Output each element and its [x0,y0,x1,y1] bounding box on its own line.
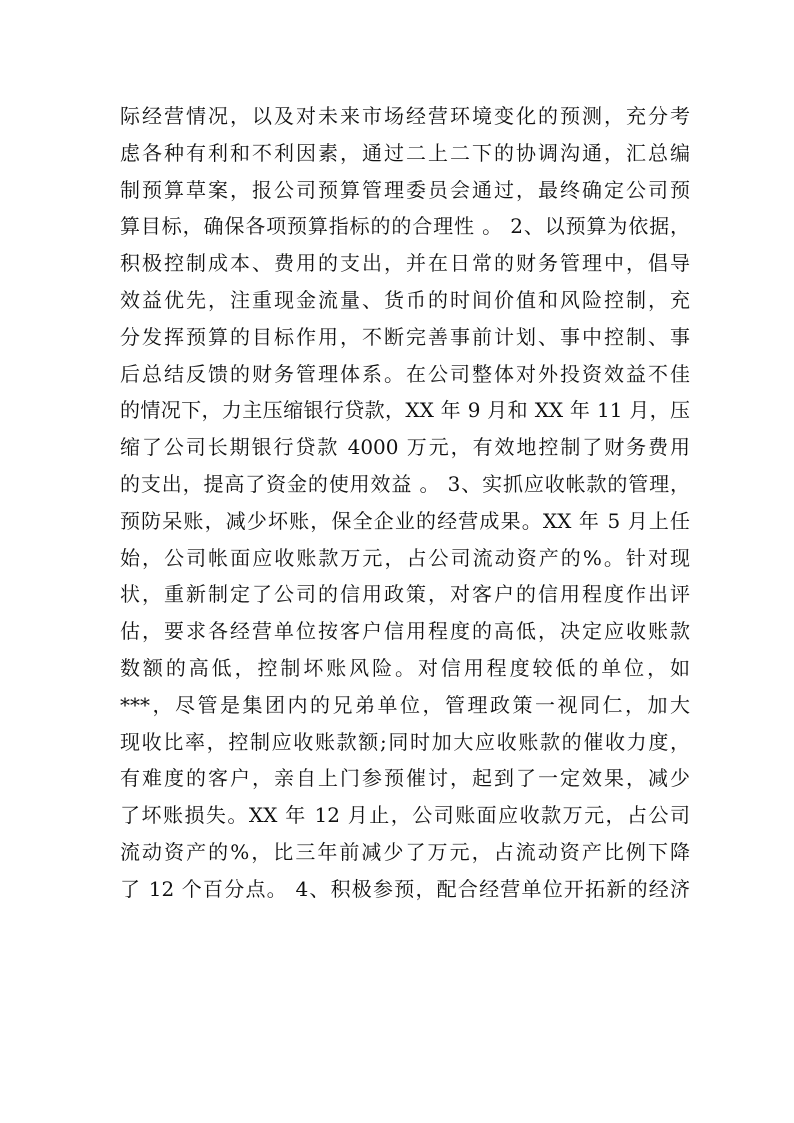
text-line: 际经营情况，以及对未来市场经营环境变化的预测，充分考 [120,104,690,128]
text-line: 缩了公司长期银行贷款 4000 万元，有效地控制了财务费用 [120,435,690,460]
text-line: 预防呆账，减少坏账，保全企业的经营成果。XX 年 5 月上任 [120,508,690,533]
text-line: 后总结反馈的财务管理体系。在公司整体对外投资效益不佳 [120,361,690,386]
text-line: 状，重新制定了公司的信用政策，对客户的信用程度作出评 [120,582,690,607]
text-line: 现收比率，控制应收账款额;同时加大应收账款的催收力度， [120,729,690,754]
text-line: 有难度的客户，亲自上门参预催讨，起到了一定效果，减少 [120,766,690,791]
text-line: 积极控制成本、费用的支出，并在日常的财务管理中，倡导 [120,251,690,276]
body-text [120,98,690,908]
text-line: 算目标，确保各项预算指标的的合理性 。 2、以预算为依据， [120,214,690,239]
text-line: 效益优先，注重现金流量、货币的时间价值和风险控制，充 [120,287,690,312]
text-line: 估，要求各经营单位按客户信用程度的高低，决定应收账款 [120,619,690,644]
text-line: 制预算草案，报公司预算管理委员会通过，最终确定公司预 [120,177,690,202]
text-line: 始，公司帐面应收账款万元，占公司流动资产的%。针对现 [120,545,690,570]
text-line: 分发挥预算的目标作用，不断完善事前计划、事中控制、事 [120,324,690,349]
text-line: 的支出，提高了资金的使用效益 。 3、实抓应收帐款的管理， [120,471,690,496]
text-line: 了 12 个百分点。 4、积极参预，配合经营单位开拓新的经济 [120,876,690,901]
text-line: 虑各种有利和不利因素，通过二上二下的协调沟通，汇总编 [120,140,690,165]
text-line: 数额的高低，控制坏账风险。对信用程度较低的单位，如 [120,655,690,680]
text-line: 的情况下，力主压缩银行贷款，XX 年 9 月和 XX 年 11 月，压 [120,398,690,423]
text-line: ***，尽管是集团内的兄弟单位，管理政策一视同仁，加大 [120,692,690,717]
text-line: 了坏账损失。XX 年 12 月止，公司账面应收款万元，占公司 [120,803,690,828]
text-line: 流动资产的%，比三年前减少了万元，占流动资产比例下降 [120,839,690,864]
